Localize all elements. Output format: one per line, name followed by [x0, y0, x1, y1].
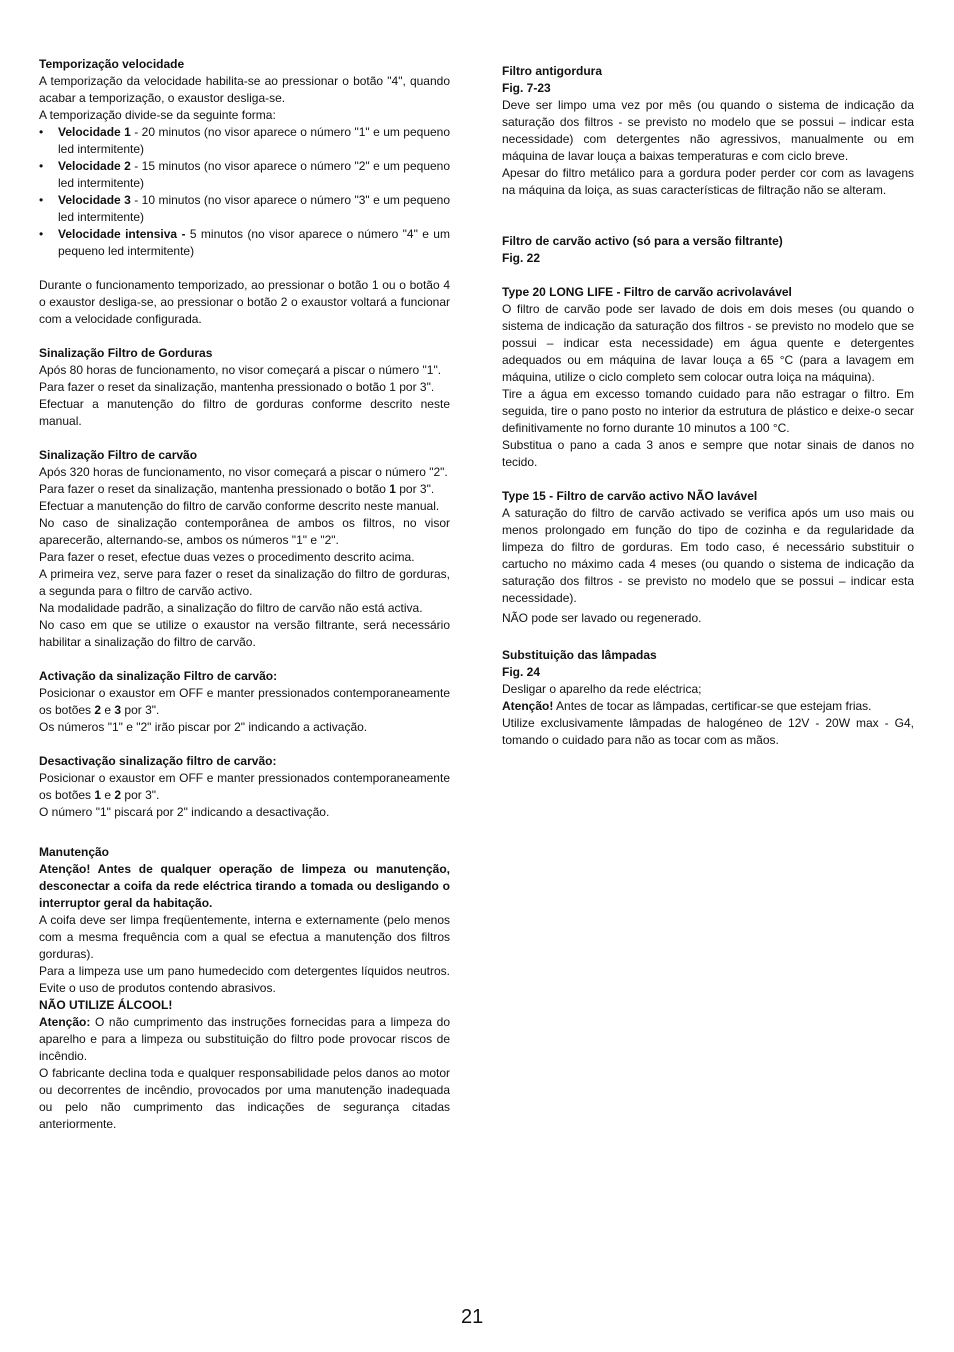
- paragraph: O fabricante declina toda e qualquer responsabilidade pelos danos ao motor ou decorrentes de incêndio, provocados por uma manutenção inadequada ou pelo não cumprimento das indicações de segurança citadas anteriormente.: [39, 1066, 450, 1131]
- no-alcohol-warning: NÃO UTILIZE ÁLCOOL!: [39, 998, 173, 1012]
- paragraph: Posicionar o exaustor em OFF e manter pressionados contemporaneamente os botões 2 e 3 por 3".: [39, 686, 450, 717]
- figure-ref: Fig. 7-23: [502, 81, 551, 95]
- paragraph: A temporização da velocidade habilita-se ao pressionar o botão "4", quando acabar a temporização, o exaustor desliga-se.: [39, 74, 450, 105]
- paragraph: Desligar o aparelho da rede eléctrica;: [502, 682, 702, 696]
- heading-sinalizacao-gorduras: Sinalização Filtro de Gorduras: [39, 346, 213, 360]
- heading-temporizacao: Temporização velocidade: [39, 57, 185, 71]
- paragraph: Para fazer o reset, efectue duas vezes o procedimento descrito acima.: [39, 550, 415, 564]
- figure-ref: Fig. 22: [502, 251, 541, 265]
- right-column: [502, 63, 914, 749]
- bullet-text: - 20 minutos (no visor aparece o número "1" e um pequeno led intermitente): [58, 125, 451, 156]
- heading-sinalizacao-carvao: Sinalização Filtro de carvão: [39, 448, 198, 462]
- paragraph: Tire a água em excesso tomando cuidado para não estragar o filtro. Em seguida, tire o pano posto no interior da estrutura de plástico e deixe-o secar definitivamente no forno durante 10 minutos a 100 °C.: [502, 387, 914, 435]
- list-item: [39, 124, 450, 158]
- paragraph: Na modalidade padrão, a sinalização do filtro de carvão não está activa.: [39, 601, 423, 615]
- paragraph: Efectuar a manutenção do filtro de gorduras conforme descrito neste manual.: [39, 397, 450, 428]
- list-item: [39, 226, 450, 260]
- paragraph: No caso em que se utilize o exaustor na versão filtrante, será necessário habilitar a sinalização do filtro de carvão.: [39, 618, 450, 649]
- paragraph: Após 320 horas de funcionamento, no visor começará a piscar o número "2".: [39, 465, 448, 479]
- paragraph: O filtro de carvão pode ser lavado de dois em dois meses (ou quando o sistema de indicação da saturação dos filtros - se previsto no modelo que se possui – indicar esta necessidade) em água quente e detergentes adequados ou em máquina de lavar louça a 65 °C (para a lavagem em máquina, utilize o ciclo completo sem colocar outra loiça na máquina).: [502, 302, 914, 384]
- heading-substituicao-lampadas: Substituição das lâmpadas: [502, 648, 657, 662]
- paragraph: A temporização divide-se da seguinte forma:: [39, 108, 276, 122]
- paragraph: Para a limpeza use um pano humedecido com detergentes líquidos neutros. Evite o uso de produtos contendo abrasivos.: [39, 964, 450, 995]
- paragraph: Os números "1" e "2" irão piscar por 2" indicando a activação.: [39, 720, 368, 734]
- paragraph: O número "1" piscará por 2" indicando a desactivação.: [39, 805, 330, 819]
- bullet-label: Velocidade 2: [58, 159, 131, 173]
- bullet-text: 5 minutos (no visor aparece o número "4" e um pequeno led intermitente): [58, 227, 450, 258]
- paragraph: Após 80 horas de funcionamento, no visor começará a piscar o número "1".: [39, 363, 442, 377]
- heading-filtro-antigordura: Filtro antigordura: [502, 64, 602, 78]
- bullet-icon: •: [39, 193, 44, 207]
- bullet-icon: •: [39, 159, 44, 173]
- heading-manutencao: Manutenção: [39, 845, 110, 859]
- paragraph: A coifa deve ser limpa freqüentemente, interna e externamente (pelo menos com a mesma frequência com a qual se efectua a manutenção dos filtros gorduras).: [39, 913, 450, 961]
- warning-text: Atenção! Antes de qualquer operação de limpeza ou manutenção, desconectar a coifa da rede eléctrica tirando a tomada ou desligando o interruptor geral da habitação.: [39, 862, 450, 910]
- paragraph: Efectuar a manutenção do filtro de carvão conforme descrito neste manual.: [39, 499, 440, 513]
- bullet-label: Velocidade 3: [58, 193, 131, 207]
- bullet-text: - 15 minutos (no visor aparece o número "2" e um pequeno led intermitente): [58, 159, 451, 190]
- paragraph: Atenção: O não cumprimento das instruções fornecidas para a limpeza do aparelho e para a limpeza ou substituição do filtro pode provocar riscos de incêndio.: [39, 1015, 450, 1063]
- paragraph: A saturação do filtro de carvão activado se verifica após um uso mais ou menos prolongado em função do tipo de cozinha e da regularidade da limpeza do filtro de gorduras. Em todo caso, é necessário substituir o cartucho no máximo cada 4 meses (ou quando o sistema de indicação da saturação dos filtros - se previsto no modelo que se possui – indicar esta necessidade).: [502, 506, 914, 605]
- paragraph: Utilize exclusivamente lâmpadas de halogéneo de 12V - 20W max - G4, tomando o cuidado para não as tocar com as mãos.: [502, 716, 914, 747]
- bullet-label: Velocidade 1: [58, 125, 131, 139]
- bullet-icon: •: [39, 125, 44, 139]
- bullet-text: - 10 minutos (no visor aparece o número "3" e um pequeno led intermitente): [58, 193, 451, 224]
- paragraph: No caso de sinalização contemporânea de ambos os filtros, no visor aparecerão, alternando-se, ambos os números "1" e "2".: [39, 516, 450, 547]
- paragraph: Para fazer o reset da sinalização, mantenha pressionado o botão 1 por 3".: [39, 380, 435, 394]
- heading-type15: Type 15 - Filtro de carvão activo NÃO lavável: [502, 489, 758, 503]
- paragraph: Durante o funcionamento temporizado, ao pressionar o botão 1 ou o botão 4 o exaustor desliga-se, ao pressionar o botão 2 o exaustor voltará a funcionar com a velocidade configurada.: [39, 278, 450, 326]
- paragraph: NÃO pode ser lavado ou regenerado.: [502, 611, 702, 625]
- paragraph: Para fazer o reset da sinalização, mantenha pressionado o botão 1 por 3".: [39, 482, 435, 496]
- heading-activacao: Activação da sinalização Filtro de carvão:: [39, 669, 278, 683]
- left-column: [39, 56, 450, 1133]
- bullet-icon: •: [39, 227, 44, 241]
- bullet-label: Velocidade intensiva -: [58, 227, 186, 241]
- list-item: [39, 192, 450, 226]
- heading-filtro-carvao-activo: Filtro de carvão activo (só para a versão filtrante): [502, 234, 783, 248]
- paragraph: A primeira vez, serve para fazer o reset da sinalização do filtro de gorduras, a segunda para o filtro de carvão activo.: [39, 567, 450, 598]
- paragraph: Deve ser limpo uma vez por mês (ou quando o sistema de indicação da saturação dos filtros - se previsto no modelo que se possui – indicar esta necessidade) com detergentes não agressivos, manualmente ou em máquina de lavar louça a baixas temperaturas e com ciclo breve.: [502, 98, 914, 163]
- heading-desactivacao: Desactivação sinalização filtro de carvão:: [39, 754, 277, 768]
- paragraph: Substitua o pano a cada 3 anos e sempre que notar sinais de danos no tecido.: [502, 438, 914, 469]
- figure-ref: Fig. 24: [502, 665, 541, 679]
- paragraph: Apesar do filtro metálico para a gordura poder perder cor com as lavagens na máquina da loiça, as suas características de filtração não se alteram.: [502, 166, 914, 197]
- page-number: 21: [461, 1306, 484, 1328]
- paragraph: Atenção! Antes de tocar as lâmpadas, certificar-se que estejam frias.: [502, 699, 872, 713]
- heading-type20: Type 20 LONG LIFE - Filtro de carvão acrivolavável: [502, 285, 792, 299]
- list-item: [39, 158, 450, 192]
- paragraph: Posicionar o exaustor em OFF e manter pressionados contemporaneamente os botões 1 e 2 por 3".: [39, 771, 450, 802]
